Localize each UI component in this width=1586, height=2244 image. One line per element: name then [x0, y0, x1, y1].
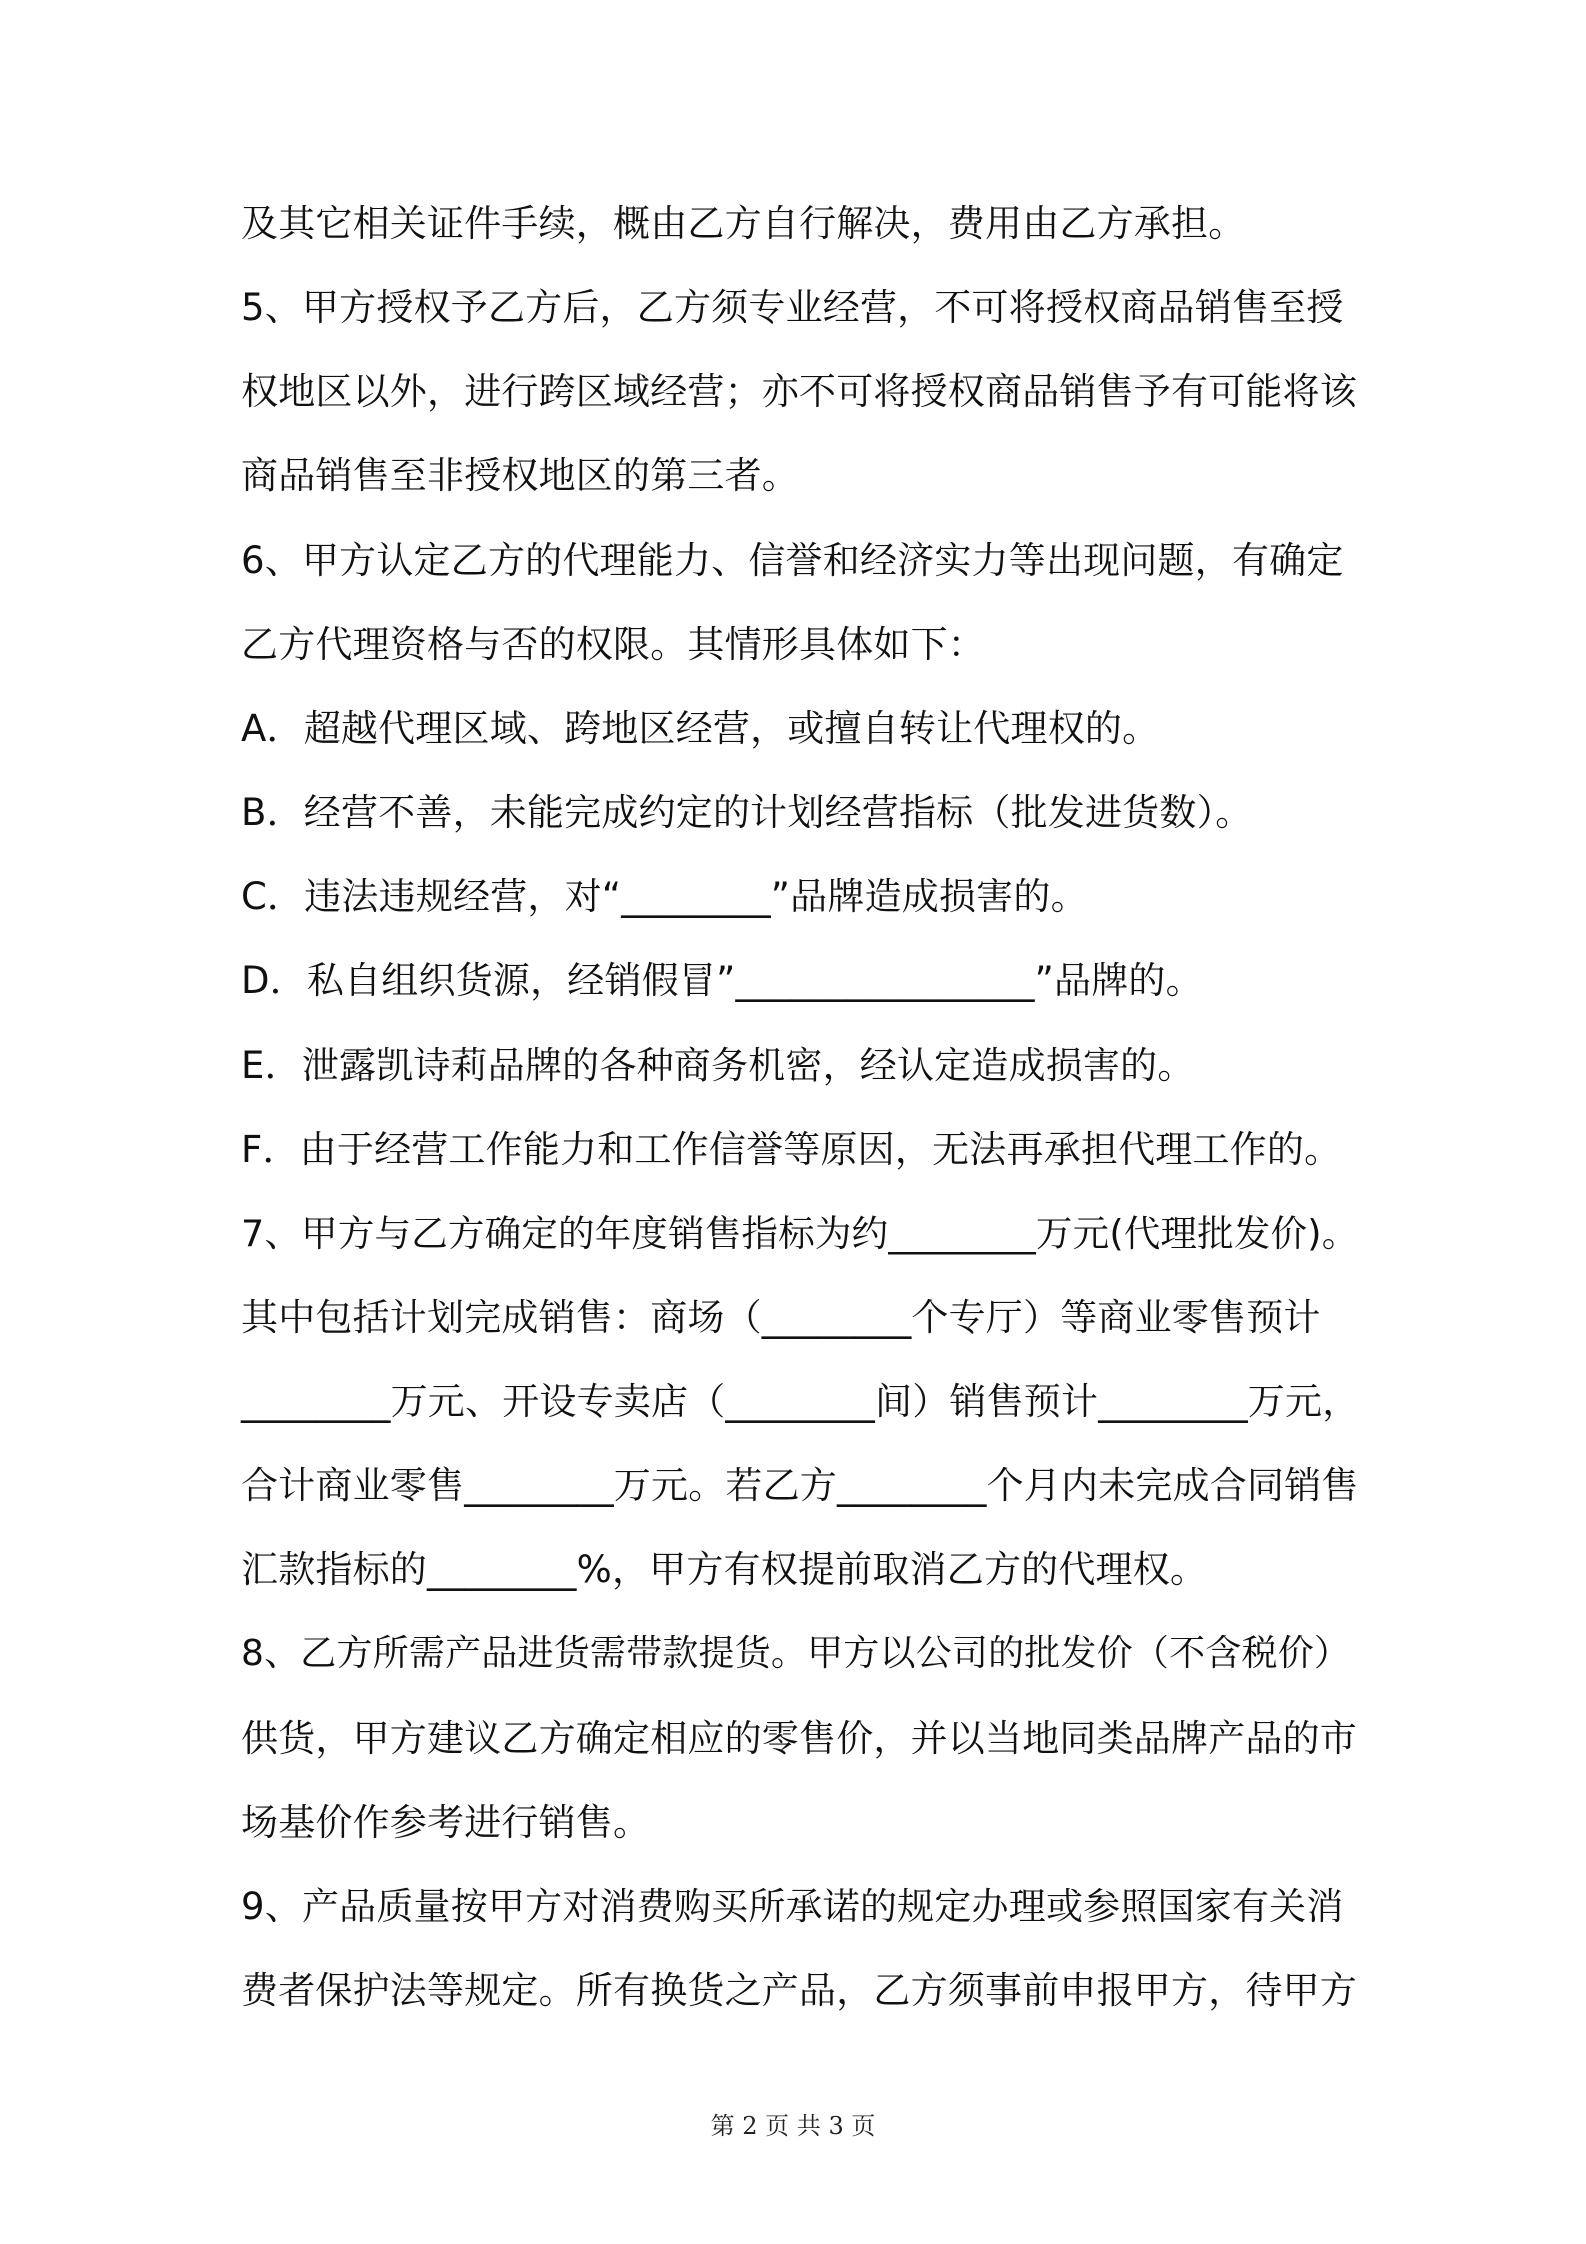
text-line: 5、甲方授权予乙方后，乙方须专业经营，不可将授权商品销售至授: [241, 286, 1344, 329]
text-line: 6、甲方认定乙方的代理能力、信誉和经济实力等出现问题，有确定: [241, 539, 1344, 582]
text-line: 其中包括计划完成销售：商场（________个专厅）等商业零售预计: [241, 1296, 1321, 1339]
text-line: B．经营不善，未能完成约定的计划经营指标（批发进货数）。: [241, 791, 1253, 834]
text-line: E．泄露凯诗莉品牌的各种商务机密，经认定造成损害的。: [241, 1044, 1195, 1087]
page-number-footer: 第 2 页 共 3 页: [710, 2112, 876, 2140]
text-line: 乙方代理资格与否的权限。其情形具体如下：: [241, 623, 985, 666]
text-line: A．超越代理区域、跨地区经营，或擅自转让代理权的。: [241, 707, 1160, 750]
text-line: 场基价作参考进行销售。: [241, 1801, 651, 1844]
text-line: 权地区以外，进行跨区域经营；亦不可将授权商品销售予有可能将该: [241, 370, 1357, 413]
text-line: 9、产品质量按甲方对消费购买所承诺的规定办理或参照国家有关消: [241, 1885, 1344, 1928]
text-line: 费者保护法等规定。所有换货之产品，乙方须事前申报甲方，待甲方: [241, 1969, 1357, 2012]
text-line: C．违法违规经营，对“________”品牌造成损害的。: [241, 875, 1088, 918]
text-line: 供货，甲方建议乙方确定相应的零售价，并以当地同类品牌产品的市: [241, 1717, 1357, 1760]
text-line: ________万元、开设专卖店（________间）销售预计________万元，: [241, 1380, 1360, 1423]
text-line: 及其它相关证件手续，概由乙方自行解决，费用由乙方承担。: [241, 202, 1246, 245]
text-line: D．私自组织货源，经销假冒”________________”品牌的。: [241, 959, 1203, 1002]
text-line: 7、甲方与乙方确定的年度销售指标为约________万元(代理批发价)。: [241, 1212, 1359, 1255]
text-line: 商品销售至非授权地区的第三者。: [241, 454, 799, 497]
text-line: F．由于经营工作能力和工作信誉等原因，无法再承担代理工作的。: [241, 1128, 1342, 1171]
text-line: 8、乙方所需产品进货需带款提货。甲方以公司的批发价（不含税价）: [241, 1633, 1351, 1674]
text-line: 合计商业零售________万元。若乙方________个月内未完成合同销售: [241, 1464, 1359, 1507]
text-line: 汇款指标的________%，甲方有权提前取消乙方的代理权。: [241, 1548, 1208, 1591]
